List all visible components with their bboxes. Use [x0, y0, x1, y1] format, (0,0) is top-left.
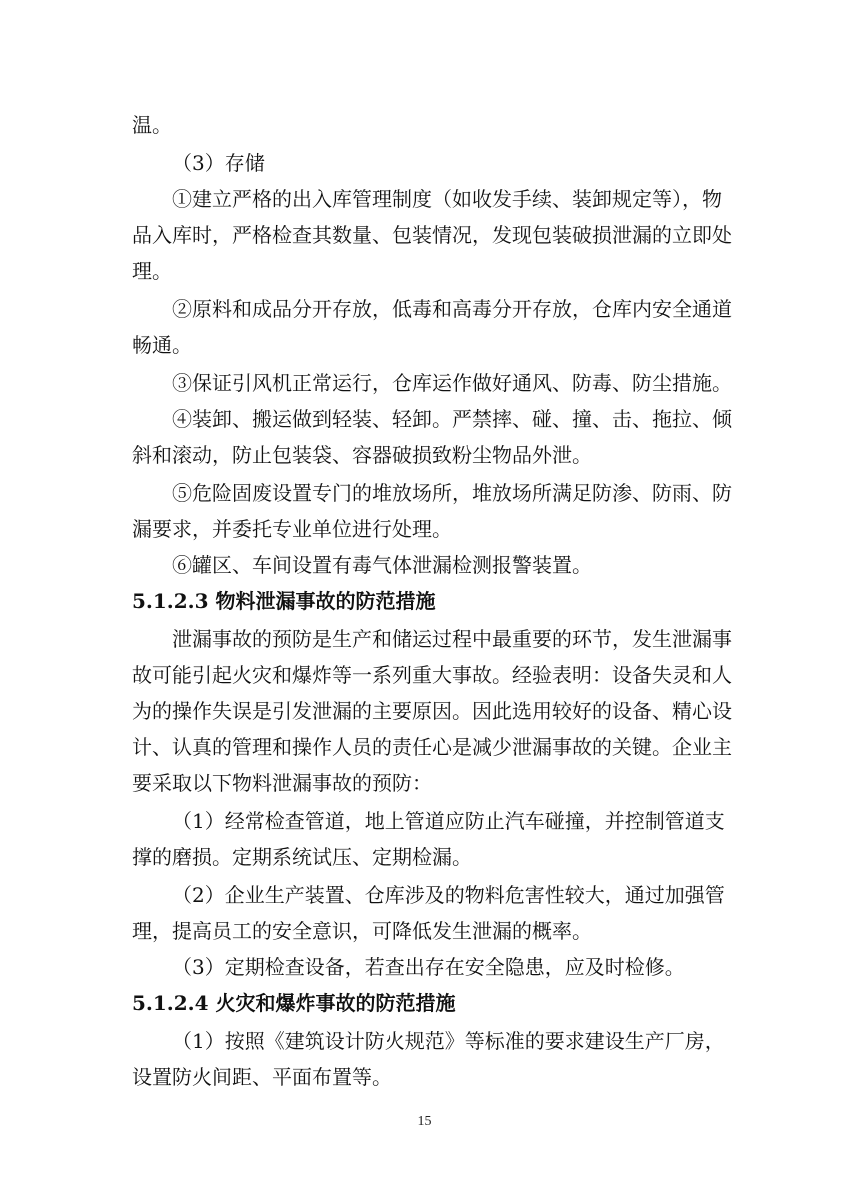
text-line-8: ③保证引风机正常运行，仓库运作做好通风、防毒、防尘措施。: [172, 371, 732, 395]
section-heading-5-1-2-4: 5.1.2.4 火灾和爆炸事故的防范措施: [132, 991, 456, 1015]
page-number: 15: [417, 1114, 432, 1129]
text-line-26: （1）按照《建筑设计防火规范》等标准的要求建设生产厂房，: [172, 1029, 725, 1053]
text-line-13: ⑥罐区、车间设置有毒气体泄漏检测报警装置。: [172, 553, 592, 577]
text-line-24: （3）定期检查设备，若查出存在安全隐患，应及时检修。: [172, 955, 685, 979]
text-line-23: 理，提高员工的安全意识，可降低发生泄漏的概率。: [132, 919, 592, 943]
text-line-17: 为的操作失误是引发泄漏的主要原因。因此选用较好的设备、精心设: [132, 699, 732, 723]
text-line-10: 斜和滚动，防止包装袋、容器破损致粉尘物品外泄。: [132, 443, 592, 467]
text-line-19: 要采取以下物料泄漏事故的预防：: [132, 771, 432, 795]
text-line-12: 漏要求，并委托专业单位进行处理。: [132, 517, 452, 541]
text-line-7: 畅通。: [132, 333, 192, 357]
text-line-20: （1）经常检查管道，地上管道应防止汽车碰撞，并控制管道支: [172, 809, 725, 833]
section-heading-5-1-2-3: 5.1.2.3 物料泄漏事故的防范措施: [132, 589, 436, 613]
text-line-1: 温。: [132, 113, 172, 137]
text-line-18: 计、认真的管理和操作人员的责任心是减少泄漏事故的关键。企业主: [132, 735, 732, 759]
text-line-21: 撑的磨损。定期系统试压、定期检漏。: [132, 845, 472, 869]
text-line-15: 泄漏事故的预防是生产和储运过程中最重要的环节，发生泄漏事: [172, 627, 732, 651]
text-line-27: 设置防火间距、平面布置等。: [132, 1065, 392, 1089]
subheading-storage: （3）存储: [172, 151, 265, 175]
text-line-6: ②原料和成品分开存放，低毒和高毒分开存放，仓库内安全通道: [172, 297, 732, 321]
text-line-11: ⑤危险固废设置专门的堆放场所，堆放场所满足防渗、防雨、防: [172, 481, 732, 505]
text-line-9: ④装卸、搬运做到轻装、轻卸。严禁摔、碰、撞、击、拖拉、倾: [172, 407, 732, 431]
text-line-3: ①建立严格的出入库管理制度（如收发手续、装卸规定等），物: [172, 187, 722, 211]
text-line-22: （2）企业生产装置、仓库涉及的物料危害性较大，通过加强管: [172, 883, 725, 907]
text-line-4: 品入库时，严格检查其数量、包装情况，发现包装破损泄漏的立即处: [132, 223, 732, 247]
text-line-5: 理。: [132, 259, 172, 283]
text-line-16: 故可能引起火灾和爆炸等一系列重大事故。经验表明：设备失灵和人: [132, 663, 732, 687]
